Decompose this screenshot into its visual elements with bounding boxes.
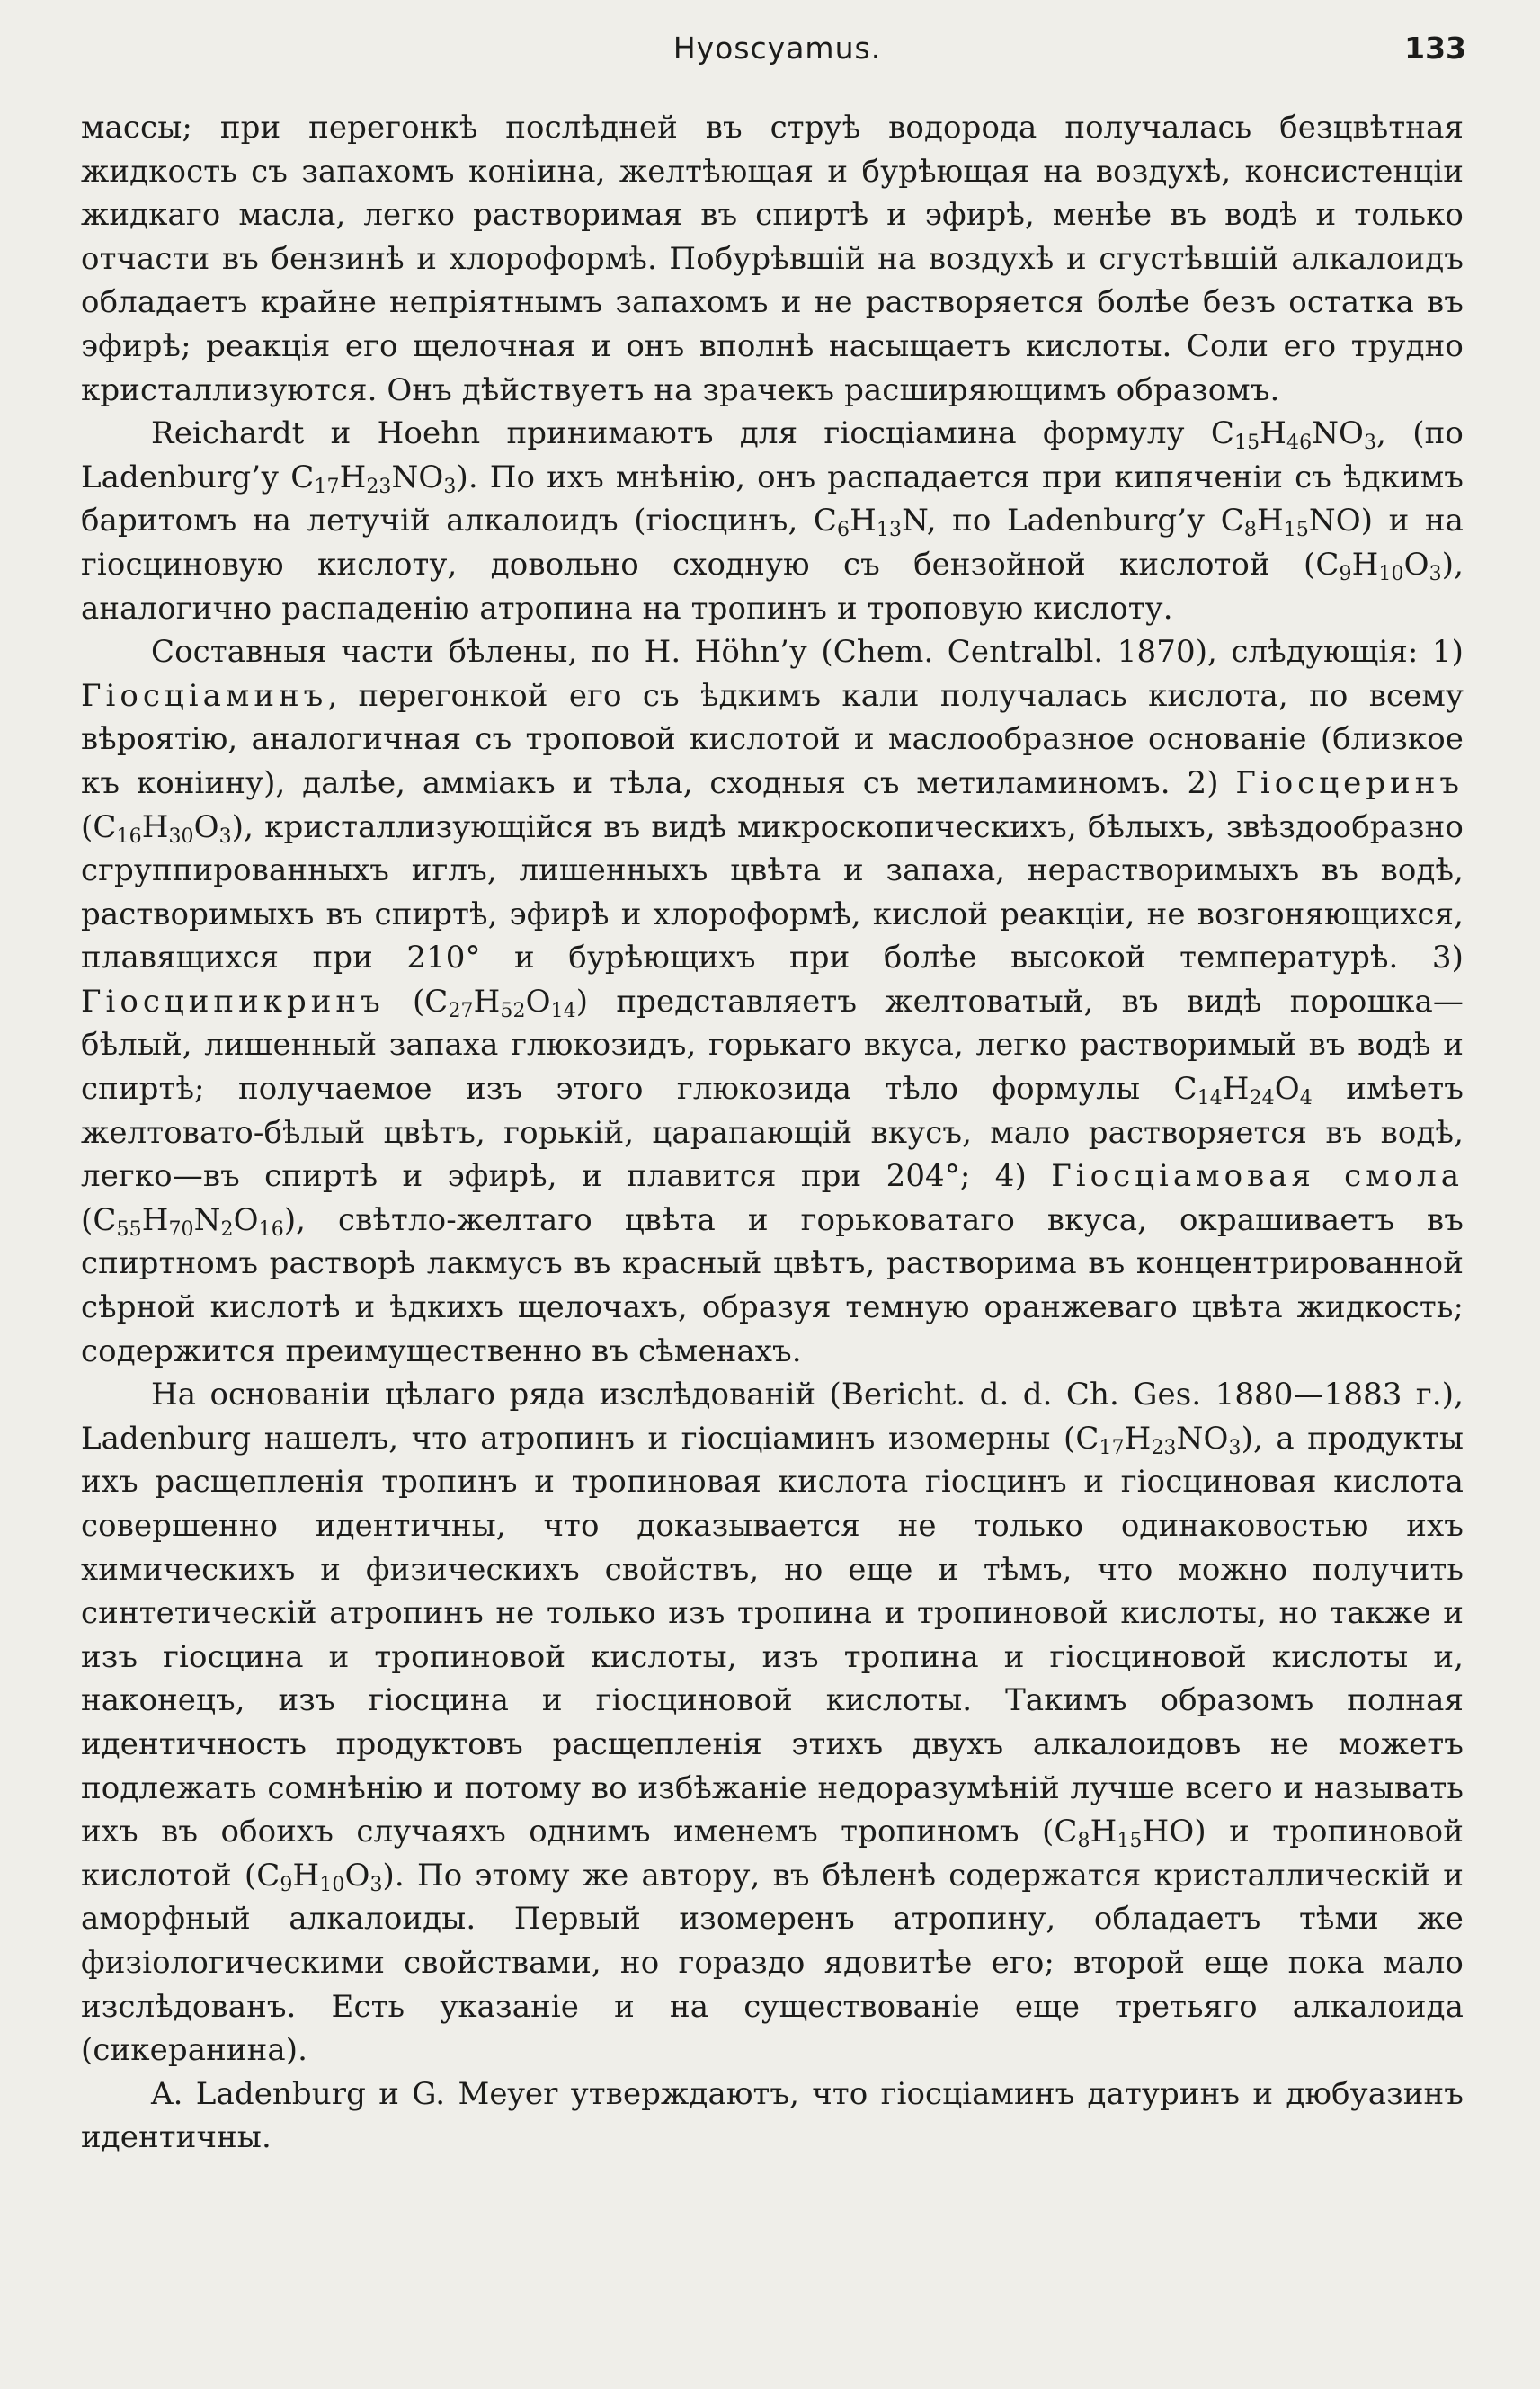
text-run: Составныя части бѣлены, по H. Höhn’у (Chem. Centralbl. 1870), слѣдующія: 1) bbox=[151, 634, 1464, 671]
text-run: ). По этому же автору, въ бѣленѣ содержатся кристаллическій и аморфный алкалоиды. Первый изомеренъ атропину, обладаетъ тѣми же физіологическими свойствами, но гораздо ядовитѣе его; второй еще пока мало изслѣдованъ. Есть указаніе и на существованіе еще третьяго алкалоида (сикеранина). bbox=[81, 1857, 1464, 2069]
page-body bbox=[81, 106, 1464, 2160]
formula-subscript: 46 bbox=[1286, 432, 1313, 455]
paragraph bbox=[81, 2073, 1464, 2160]
formula-subscript: 13 bbox=[876, 519, 903, 542]
formula-subscript: 10 bbox=[1378, 562, 1404, 585]
text-run: ), а продукты ихъ расщепленія тропинъ и тропиновая кислота гіосцинъ и гіосциновая кислота совершенно идентичны, что доказывается не только одинаковостью ихъ химическихъ и физическихъ свойствъ, но еще и тѣмъ, что можно получить синтетическій атропинъ не только изъ тропина и тропиновой кислоты, но также и изъ гіосцина и тропиновой кислоты, изъ тропина и гіосциновой кислоты и, наконецъ, изъ гіосцина и гіосциновой кислоты. Такимъ образомъ полная идентичность продуктовъ расщепленія этихъ двухъ алкалоидовъ не можетъ подлежать сомнѣнію и потому во избѣжаніе недоразумѣній лучше всего и называть ихъ въ обоихъ случаяхъ однимъ именемъ тропиномъ (C bbox=[81, 1420, 1464, 1850]
page-number: 133 bbox=[1404, 31, 1466, 66]
text-run: O bbox=[1274, 1071, 1300, 1108]
text-run: H bbox=[1090, 1814, 1117, 1850]
text-run: H bbox=[850, 503, 877, 539]
formula-subscript: 14 bbox=[1197, 1087, 1223, 1110]
text-run: O bbox=[1403, 546, 1429, 583]
formula-subscript: 6 bbox=[837, 519, 850, 542]
paragraph bbox=[81, 106, 1464, 412]
text-run: массы; при перегонкѣ послѣдней въ струѣ водорода получалась безцвѣтная жидкость съ запахомъ коніина, желтѣющая и бурѣющая на воздухѣ, консистенціи жидкаго масла, легко растворимая въ спиртѣ и эфирѣ, менѣе въ водѣ и только отчасти въ бензинѣ и хлороформѣ. Побурѣвшій на воздухѣ и сгустѣвшій алкалоидъ обладаетъ крайне непріятнымъ запахомъ и не растворяется болѣе безъ остатка въ эфирѣ; реакція его щелочная и онъ вполнѣ насыщаетъ кислоты. Соли его трудно кристаллизуются. Онъ дѣйствуетъ на зрачекъ расширяющимъ образомъ. bbox=[81, 110, 1464, 408]
formula-subscript: 3 bbox=[1364, 432, 1377, 455]
formula-subscript: 10 bbox=[319, 1873, 345, 1896]
text-run: O bbox=[233, 1201, 259, 1238]
text-run: N, по Ladenburg’у C bbox=[902, 503, 1244, 539]
text-run: H bbox=[292, 1857, 320, 1894]
text-run: NO bbox=[1312, 415, 1365, 452]
text-run: NO) и на гіосциновую кислоту, довольно сходную съ бензойной кислотой (C bbox=[81, 503, 1464, 583]
formula-subscript: 8 bbox=[1243, 519, 1257, 542]
formula-subscript: 52 bbox=[500, 999, 526, 1022]
formula-subscript: 27 bbox=[448, 999, 474, 1022]
spaced-term: Гіосцеринъ bbox=[1235, 764, 1464, 801]
formula-subscript: 14 bbox=[550, 999, 576, 1022]
text-run: NO bbox=[391, 459, 444, 495]
paragraph bbox=[81, 1373, 1464, 2073]
text-run: H bbox=[339, 459, 367, 495]
text-run: H bbox=[1124, 1420, 1152, 1457]
text-run: На основаніи цѣлаго ряда изслѣдованій (Bericht. d. d. Ch. Ges. 1880—1883 г.), Ladenburg нашелъ, что атропинъ и гіосціаминъ изомерны (C bbox=[81, 1377, 1464, 1457]
text-run: ). По ихъ мнѣнію, онъ распадается при кипяченіи съ ѣдкимъ баритомъ на летучій алкалоидъ (гіосцинъ, C bbox=[81, 459, 1464, 539]
text-run: H bbox=[141, 808, 169, 845]
text-run: O bbox=[344, 1857, 370, 1894]
text-run: H bbox=[1222, 1071, 1250, 1108]
formula-subscript: 16 bbox=[116, 825, 142, 848]
text-run: (C bbox=[81, 808, 117, 845]
formula-subscript: 3 bbox=[443, 475, 457, 498]
formula-subscript: 15 bbox=[1117, 1830, 1143, 1853]
text-run: NO bbox=[1176, 1420, 1229, 1457]
text-run: O bbox=[193, 808, 219, 845]
text-run: , перегонкой его съ ѣдкимъ кали получалась кислота, по всему вѣроятію, аналогичная съ троповой кислотой и маслообразное основаніе (близкое къ коніину), далѣе, амміакъ и тѣла, сходныя съ метиламиномъ. 2) bbox=[81, 677, 1464, 801]
text-run: , (по Ladenburg’у C bbox=[81, 415, 1464, 495]
formula-subscript: 30 bbox=[168, 825, 194, 848]
header-title: Hyoscyamus. bbox=[672, 31, 882, 66]
formula-subscript: 15 bbox=[1283, 519, 1309, 542]
paragraph bbox=[81, 412, 1464, 630]
text-run: (C bbox=[81, 1201, 117, 1238]
spaced-term: Гіосципикринъ bbox=[81, 983, 385, 1020]
text-run: Reichardt и Hoehn принимаютъ для гіосціамина формулу C bbox=[151, 415, 1235, 452]
formula-subscript: 9 bbox=[1339, 562, 1352, 585]
formula-subscript: 23 bbox=[1151, 1436, 1177, 1459]
running-header bbox=[79, 25, 1475, 79]
text-run: H bbox=[141, 1201, 169, 1238]
text-run: ), аналогично распаденію атропина на тропинъ и троповую кислоту. bbox=[81, 546, 1464, 627]
formula-subscript: 3 bbox=[369, 1873, 383, 1896]
text-run: A. Ladenburg и G. Meyer утверждаютъ, что гіосціаминъ датуринъ и дюбуазинъ идентичны. bbox=[81, 2075, 1464, 2156]
text-run: ), свѣтло-желтаго цвѣта и горьковатаго вкуса, окрашиваетъ въ спиртномъ растворѣ лакмусъ въ красный цвѣтъ, растворима въ концентрированной сѣрной кислотѣ и ѣдкихъ щелочахъ, образуя темную оранжеваго цвѣта жидкость; содержится преимущественно въ сѣменахъ. bbox=[81, 1201, 1464, 1369]
formula-subscript: 3 bbox=[1228, 1436, 1242, 1459]
spaced-term: Гіосціаминъ bbox=[81, 677, 328, 714]
formula-subscript: 9 bbox=[280, 1873, 293, 1896]
paragraph bbox=[81, 630, 1464, 1373]
formula-subscript: 3 bbox=[218, 825, 232, 848]
formula-subscript: 2 bbox=[220, 1217, 234, 1241]
text-run: H bbox=[1260, 415, 1286, 452]
formula-subscript: 3 bbox=[1429, 562, 1442, 585]
text-run: H bbox=[473, 983, 501, 1020]
formula-subscript: 17 bbox=[1099, 1436, 1125, 1459]
formula-subscript: 8 bbox=[1077, 1830, 1090, 1853]
formula-subscript: 55 bbox=[116, 1217, 142, 1241]
text-run: имѣетъ желтовато-бѣлый цвѣтъ, горькій, царапающій вкусъ, мало растворяется въ водѣ, легко—въ спиртѣ и эфирѣ, и плавится при 204°; 4) bbox=[81, 1071, 1464, 1195]
text-run: N bbox=[193, 1201, 221, 1238]
formula-subscript: 17 bbox=[314, 475, 340, 498]
formula-subscript: 23 bbox=[366, 475, 392, 498]
text-run: (C bbox=[384, 983, 449, 1020]
formula-subscript: 24 bbox=[1249, 1087, 1275, 1110]
text-run: HO) и тропиновой кислотой (C bbox=[81, 1814, 1464, 1894]
formula-subscript: 70 bbox=[168, 1217, 194, 1241]
text-run: H bbox=[1351, 546, 1379, 583]
text-run: ) представляетъ желтоватый, въ видѣ порошка—бѣлый, лишенный запаха глюкозидъ, горькаго вкуса, легко растворимый въ водѣ и спиртѣ; получаемое изъ этого глюкозида тѣло формулы C bbox=[81, 983, 1464, 1108]
text-run: O bbox=[525, 983, 551, 1020]
formula-subscript: 16 bbox=[258, 1217, 284, 1241]
formula-subscript: 4 bbox=[1299, 1087, 1313, 1110]
formula-subscript: 15 bbox=[1234, 432, 1260, 455]
spaced-term: Гіосціамовая смола bbox=[1051, 1158, 1464, 1195]
text-run: H bbox=[1256, 503, 1284, 539]
text-run: ), кристаллизующійся въ видѣ микроскопическихъ, бѣлыхъ, звѣздообразно сгруппированныхъ иглъ, лишенныхъ цвѣта и запаха, нерастворимыхъ въ водѣ, растворимыхъ въ спиртѣ, эфирѣ и хлороформѣ, кислой реакціи, не возгоняющихся, плавящихся при 210° и бурѣющихъ при болѣе высокой температурѣ. 3) bbox=[81, 808, 1464, 976]
